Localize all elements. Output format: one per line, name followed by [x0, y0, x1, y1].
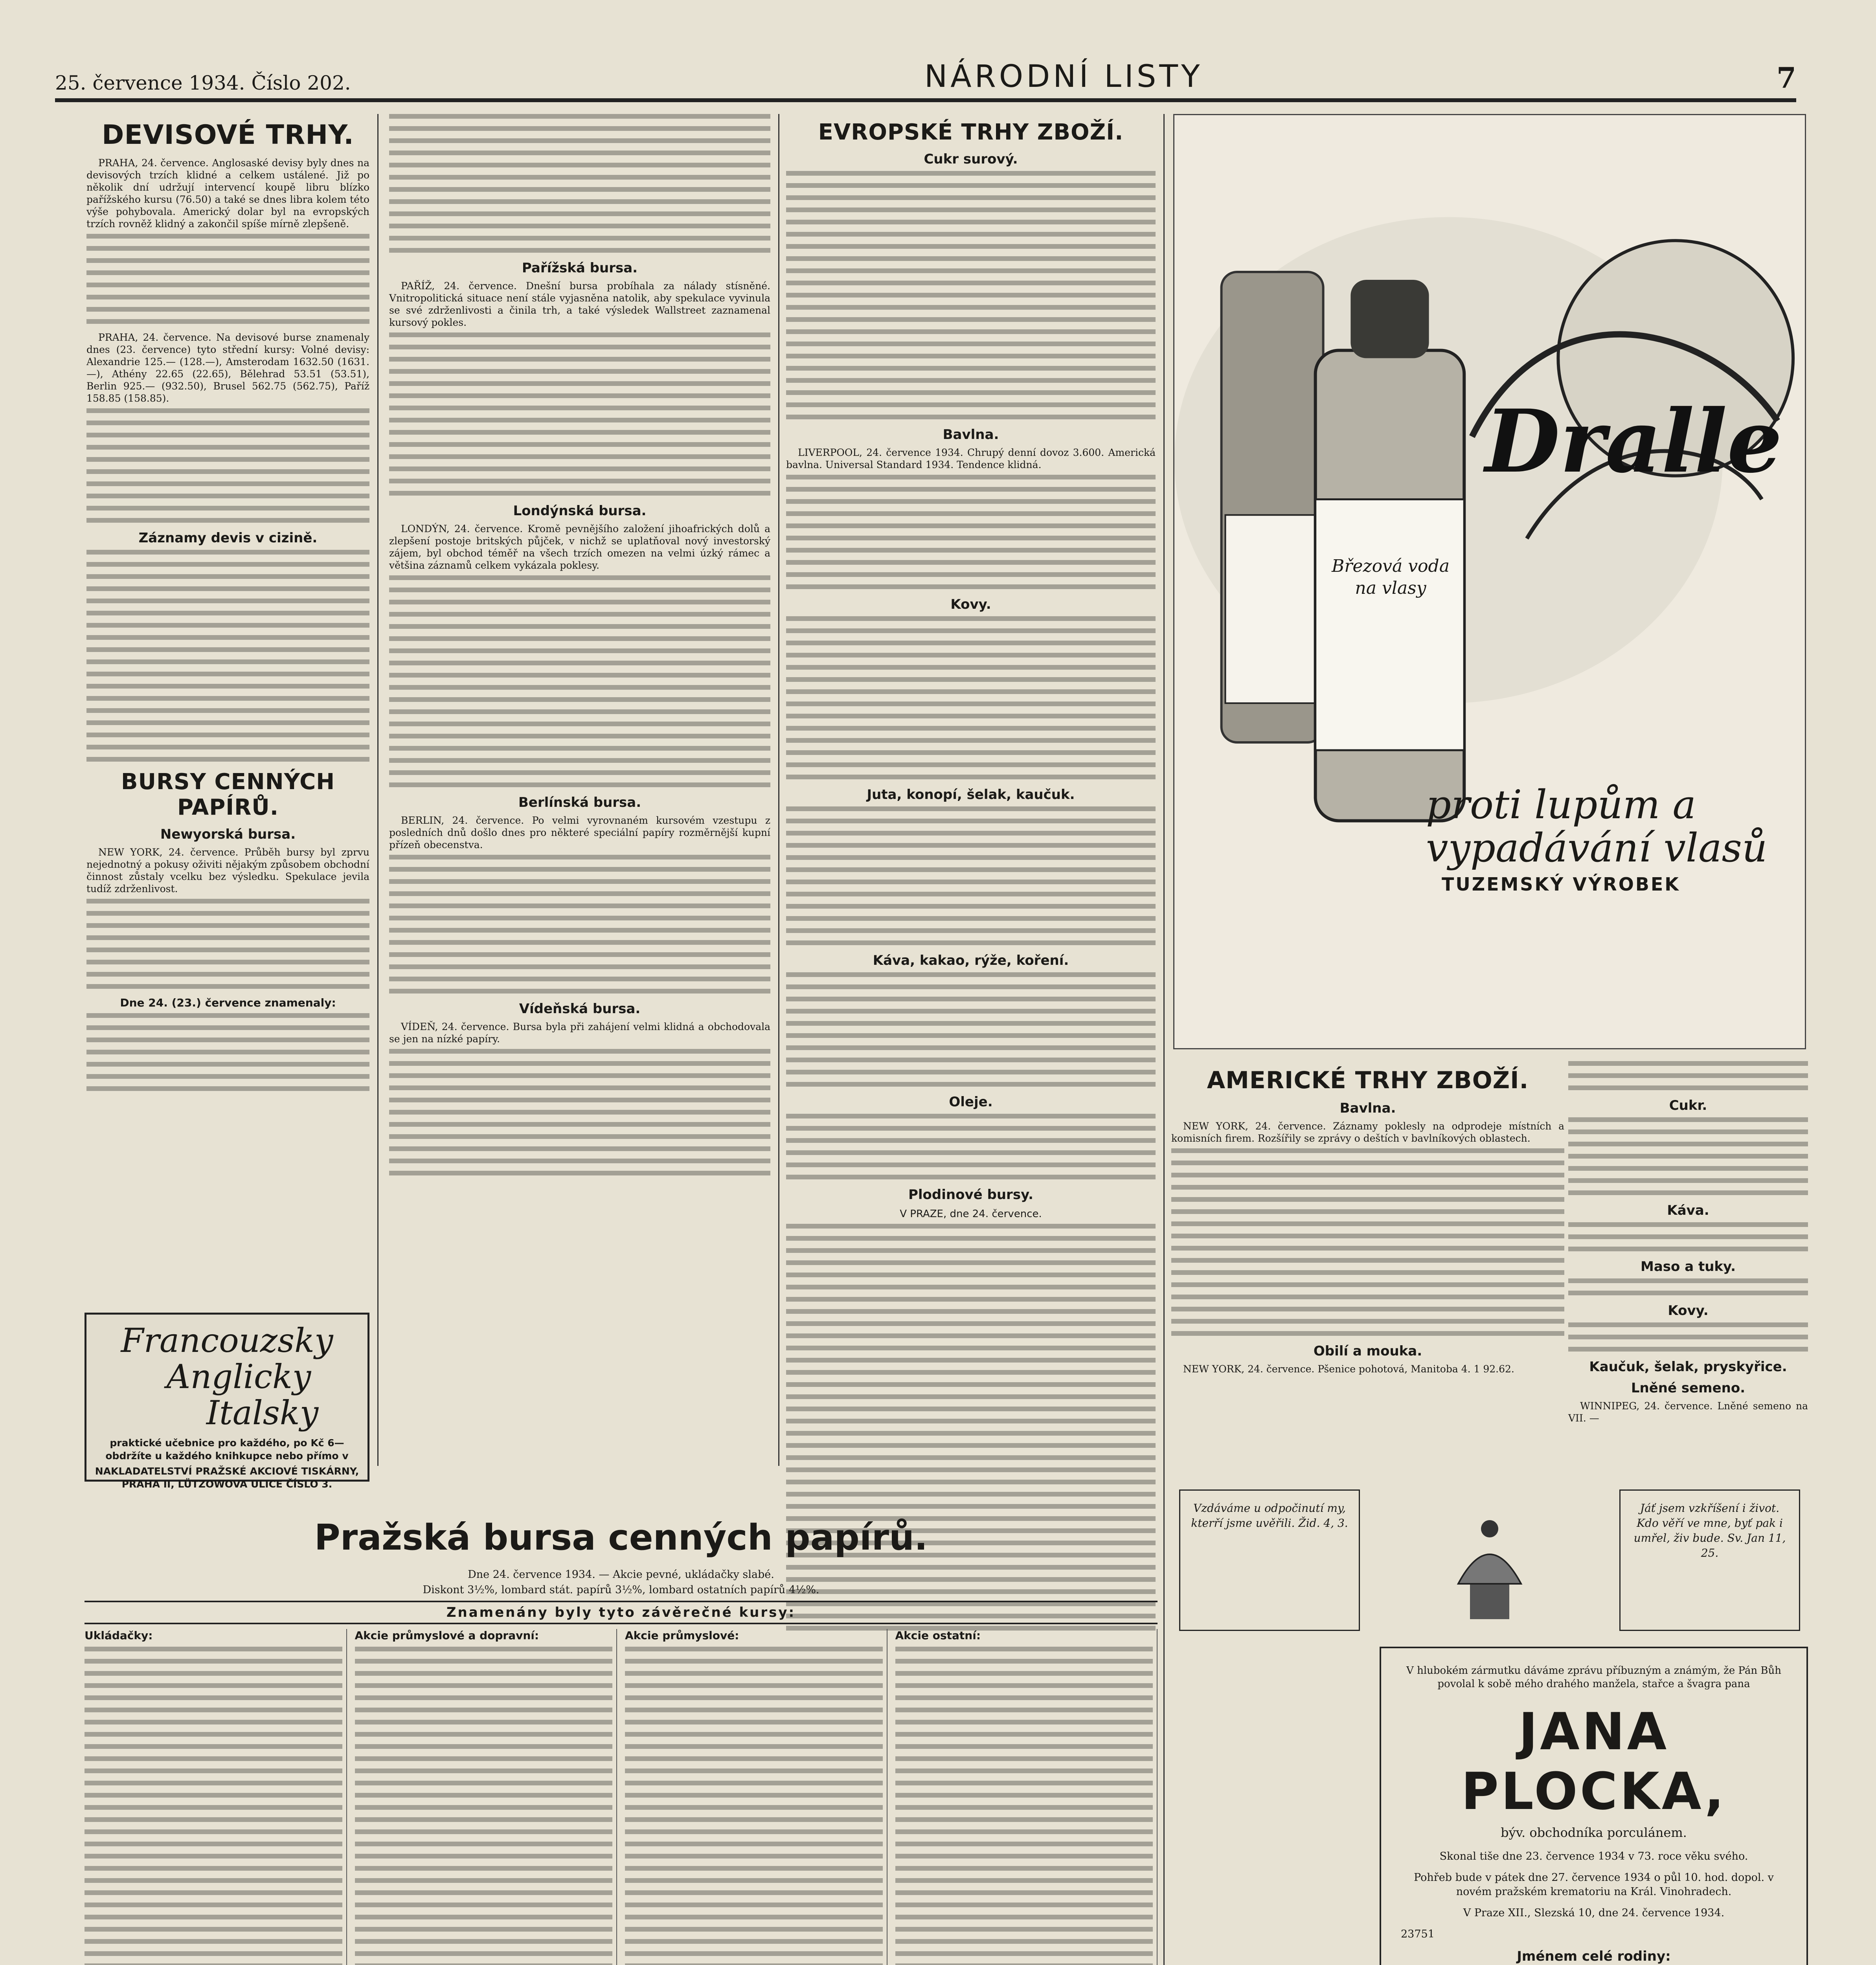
article-paragraph: NEW YORK, 24. července. Průběh bursy byl zprvu nejednotný a pokusy oživiti nějakým způsobem obchodní činnost zůstaly vcelku bez výsledku. Spekulace jevila tudíž zdrženlivost.: [86, 847, 369, 894]
text-block: [1568, 1061, 1808, 1090]
text-block: [625, 1647, 883, 1965]
bourse-column-title: Akcie ostatní:: [895, 1629, 981, 1642]
text-block: [389, 1049, 770, 1175]
bourse-discount: Diskont 3½%, lombard stát. papírů 3½%, lombard ostatních papírů 4½%.: [423, 1584, 819, 1596]
textbook-advertisement: [85, 1313, 369, 1490]
subsection-title: Cukr.: [1669, 1098, 1707, 1113]
text-block: [895, 1647, 1153, 1965]
bourse-summary: Dne 24. července 1934. — Akcie pevné, ukládačky slabé.: [468, 1568, 774, 1581]
brand-name: Dralle: [1485, 390, 1782, 492]
column-americke-trhy: [1171, 1061, 1564, 1379]
subsection-title: Plodinové bursy.: [908, 1187, 1034, 1203]
ad-manufacturer: TUZEMSKÝ VÝROBEK: [1442, 874, 1680, 895]
text-block: [786, 806, 1156, 945]
ad-language-english: Anglicky: [166, 1357, 311, 1396]
text-block: [389, 855, 770, 994]
ad-description: praktické učebnice pro každého, po Kč 6—: [110, 1437, 344, 1449]
text-block: [85, 1647, 342, 1965]
section-title: DEVISOVÉ TRHY.: [101, 119, 354, 151]
article-paragraph: VÍDEŇ, 24. července. Bursa byla při zahájení velmi klidná a obchodovala se jen na nízké papíry.: [389, 1021, 770, 1045]
text-block: [1568, 1322, 1808, 1352]
obituary-mourners: Jménem celé rodiny:: [1517, 1948, 1671, 1964]
obituary-number: 23751: [1401, 1928, 1435, 1940]
subsection-title: Kaučuk, šelak, pryskyřice.: [1589, 1359, 1787, 1375]
text-block: [389, 575, 770, 787]
subsection-title: Kovy.: [950, 597, 991, 612]
column-americke-trhy-2: [1568, 1061, 1808, 1428]
obituary-verse-right: Jáť jsem vzkříšení i život. Kdo věří ve mne, byť pak i umřel, živ bude. Sv. Jan 11, 25.: [1619, 1489, 1800, 1631]
ad-publisher: NAKLADATELSTVÍ PRAŽSKÉ AKCIOVÉ TISKÁRNY, PRAHA II, LÜTZOWOVA ULICE ČÍSLO 3.: [95, 1465, 359, 1490]
column-evropske-trhy: [786, 114, 1156, 1638]
bourse-column: [625, 1629, 887, 1965]
subsection-title: Obilí a mouka.: [1313, 1343, 1422, 1359]
text-block: [86, 1013, 369, 1091]
text-block: [1171, 1148, 1564, 1336]
masthead: NÁRODNÍ LISTY: [924, 59, 1203, 94]
article-paragraph: NEW YORK, 24. července. Pšenice pohotová, Manitoba 4. 1 92.62.: [1183, 1363, 1514, 1375]
memorial-urn-icon: [1368, 1501, 1611, 1627]
page-header: [55, 51, 1796, 102]
subsection-title: Bavlna.: [943, 427, 999, 443]
text-block: [786, 1114, 1156, 1179]
obituary-notice: [1380, 1647, 1808, 1965]
bourse-column: [895, 1629, 1158, 1965]
subsection-title: Lněné semeno.: [1631, 1380, 1746, 1396]
deceased-occupation: býv. obchodníka porculánem.: [1501, 1825, 1687, 1840]
subsection-title: Berlínská bursa.: [518, 795, 641, 810]
article-paragraph: NEW YORK, 24. července. Záznamy poklesly na odprodeje místních a komisních firem. Rozšířily se zprávy o deštích v bavlníkových oblastech.: [1171, 1120, 1564, 1144]
bourse-column-title: Akcie průmyslové a dopravní:: [355, 1629, 539, 1642]
column-divider: [778, 114, 779, 1466]
subsection-title: Cukr surový.: [924, 151, 1018, 167]
ad-slogan: proti lupům a vypadávání vlasů: [1426, 782, 1768, 871]
text-block: [389, 332, 770, 496]
article-paragraph: PAŘÍŽ, 24. července. Dnešní bursa probíhala za nálady stísněné. Vnitropolitická situace není stále vyjasněna natolik, aby spekulace vyvinula se své zdrženlivosti a činila trh, a také výsledek Wallstreet zaznamenal kursový pokles.: [389, 280, 770, 328]
subsection-title: Dne 24. (23.) července znamenaly:: [120, 996, 336, 1009]
text-block: [1568, 1117, 1808, 1195]
text-block: [786, 972, 1156, 1087]
article-paragraph: PRAHA, 24. července. Na devisové burse znamenaly dnes (23. července) tyto střední kursy: Volné devisy: Alexandrie 125.— (128.—), Amsterodam 1632.50 (1631.—), Athény 22.65 (22.65), Bělehrad 53.51 (53.51), Berlin 925.— (932.50), Brusel 562.75 (562.75), Paříž 158.85 (158.85).: [86, 332, 369, 404]
subsection-title: Záznamy devis v cizině.: [138, 530, 318, 546]
page-number: 7: [1776, 61, 1796, 94]
bourse-column: [355, 1629, 617, 1965]
text-block: [86, 234, 369, 324]
bourse-column-title: Akcie průmyslové:: [625, 1629, 739, 1642]
obituary-place: V Praze XII., Slezská 10, dne 24. července 1934.: [1463, 1907, 1725, 1919]
subsection-title: Káva.: [1667, 1203, 1709, 1218]
article-paragraph: BERLIN, 24. července. Po velmi vyrovnaném kursovém vzestupu z posledních dnů došlo dnes pro některé speciální papíry rozměrnější kupní přízeň obecenstva.: [389, 815, 770, 850]
text-block: [786, 171, 1156, 419]
column-divider: [1163, 114, 1165, 1965]
obituary-paragraph: Pohřeb bude v pátek dne 27. července 1934 o půl 10. hod. dopol. v novém pražském krematoriu na Král. Vinohradech.: [1414, 1871, 1774, 1898]
bourse-column: [85, 1629, 347, 1965]
subsection-title: Vídeňská bursa.: [519, 1001, 641, 1017]
bourse-title: Pražská bursa cenných papírů.: [314, 1517, 928, 1558]
obituary-paragraph: Skonal tiše dne 23. července 1934 v 73. roce věku svého.: [1439, 1850, 1748, 1862]
bourse-banner: Znamenány byly tyto závěrečné kursy:: [85, 1601, 1158, 1624]
obituary-verse-left: Vzdáváme u odpočinutí my, kterří jsme uvěřili. Žid. 4, 3.: [1179, 1489, 1360, 1631]
section-title: AMERICKÉ TRHY ZBOŽÍ.: [1207, 1067, 1529, 1094]
text-block: [786, 475, 1156, 589]
section-title: EVROPSKÉ TRHY ZBOŽÍ.: [818, 119, 1124, 145]
subsection-title: Oleje.: [949, 1094, 993, 1110]
text-block: [1568, 1278, 1808, 1295]
column-bursy: [389, 114, 770, 1183]
article-paragraph: PRAHA, 24. července. Anglosaské devisy byly dnes na devisových trzích klidné a celkem ustálené. Již po několik dní udržují intervencí koupě libru blízko pařížského kursu (76.50) a také se dnes libra kolem této výše pohybovala. Americký dolar byl na evropských trzích rovněž klidný a zakončil spíše mírně zlepšeně.: [86, 157, 369, 230]
advertisement-illustration: [1174, 115, 1805, 1048]
bottle-label: Březová voda na vlasy: [1332, 556, 1450, 598]
article-paragraph: WINNIPEG, 24. července. Lněné semeno na VII. —: [1568, 1400, 1808, 1424]
issue-date: 25. července 1934. Číslo 202.: [55, 72, 351, 94]
column-divider: [377, 114, 379, 1466]
prague-bourse-table: [85, 1517, 1158, 1965]
subsection-title: Londýnská bursa.: [513, 503, 647, 519]
subsection-title: Bavlna.: [1339, 1100, 1396, 1116]
bourse-column-title: Ukládačky:: [85, 1629, 153, 1642]
subsection-title: Maso a tuky.: [1640, 1259, 1736, 1274]
text-block: [86, 408, 369, 523]
section-title: BURSY CENNÝCH PAPÍRŮ.: [121, 769, 335, 820]
text-block: [355, 1647, 613, 1965]
ad-language-french: Francouzsky: [121, 1321, 333, 1360]
article-paragraph: LIVERPOOL, 24. července 1934. Chrupý denní dovoz 3.600. Americká bavlna. Universal Standard 1934. Tendence klidná.: [786, 447, 1156, 470]
subsection-title: Kovy.: [1668, 1303, 1709, 1319]
subsection-title: Juta, konopí, šelak, kaučuk.: [867, 787, 1075, 803]
text-block: [1568, 1222, 1808, 1251]
subsection-title: Pařížská bursa.: [522, 260, 638, 276]
column-devisy: [86, 114, 369, 1098]
ad-description: obdržíte u každého knihkupce nebo přímo v: [105, 1450, 349, 1462]
subsection-title: Káva, kakao, rýže, koření.: [873, 953, 1069, 968]
subsection-subtitle: V PRAZE, dne 24. července.: [900, 1208, 1042, 1220]
text-block: [86, 550, 369, 762]
obituary-intro: V hlubokém zármutku dáváme zprávu příbuzným a známým, že Pán Bůh povolal k sobě mého drahého manžela, stařce a švagra pana: [1406, 1665, 1781, 1690]
article-paragraph: LONDÝN, 24. července. Kromě pevnějšího založení jihoafrických dolů a zlepšení postoje britských půjček, v nichž se uplatňoval nový investorský zájem, byl obchod téměř na všech trzích omezen na velmi úzký rámec a většina záznamů celkem vykázala poklesy.: [389, 523, 770, 571]
subsection-title: Newyorská bursa.: [160, 826, 296, 842]
ad-language-italian: Italsky: [206, 1394, 319, 1432]
deceased-name: JANA PLOCKA,: [1461, 1702, 1727, 1821]
hair-tonic-advertisement: [1173, 114, 1806, 1049]
text-block: [389, 114, 770, 253]
text-block: [86, 899, 369, 989]
text-block: [786, 616, 1156, 779]
bourse-grid: [85, 1629, 1158, 1965]
